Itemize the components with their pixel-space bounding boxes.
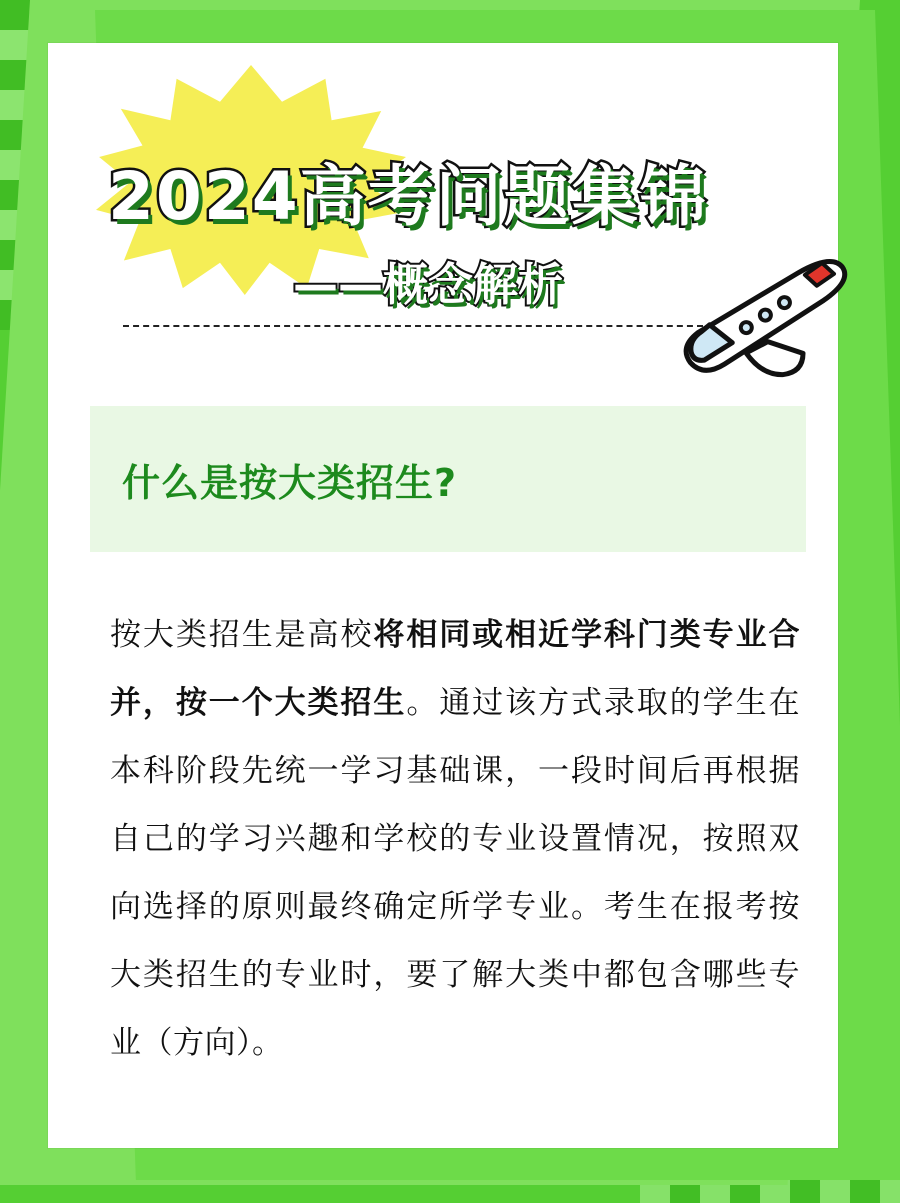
body-segment: 按大类招生是高校	[110, 617, 374, 653]
airplane-icon	[643, 248, 873, 408]
body-paragraph	[110, 601, 800, 1077]
content-card	[48, 43, 838, 1148]
body-segment: 。通过该方式录取的学生在本科阶段先统一学习基础课，一段时间后再根据自己的学习兴趣和学校的专业设置情况，按照双向选择的原则最终确定所学专业。考生在报考按大类招生的专业时，要了解大类中都包含哪些专业（方向）。	[110, 685, 801, 1061]
question-banner	[90, 406, 806, 552]
page-title: 2024高考问题集锦	[108, 158, 708, 235]
question-heading: 什么是按大类招生?	[122, 460, 458, 505]
dashed-divider	[123, 325, 703, 327]
page-subtitle: ——概念解析	[293, 258, 564, 311]
title-area	[48, 43, 838, 343]
body-segment: 将相同或相近学科门类专业合并，按一个大类招生	[110, 617, 801, 721]
